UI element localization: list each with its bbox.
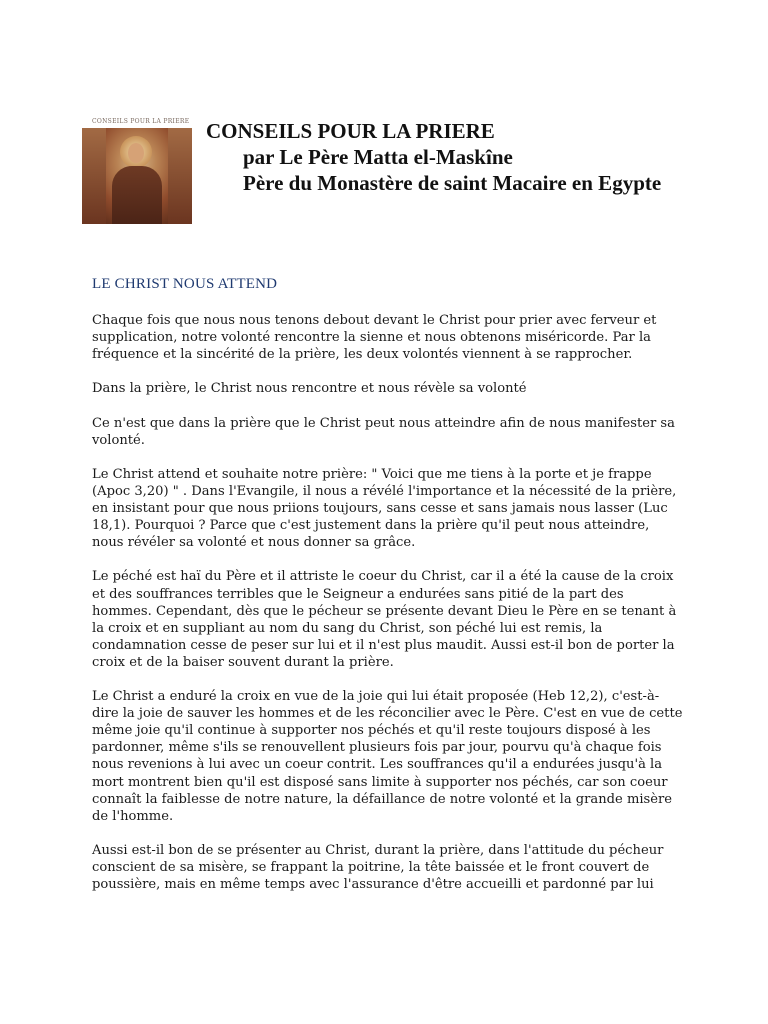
paragraph-7: Aussi est-il bon de se présenter au Christ, durant la prière, dans l'attitude du pécheur conscient de sa misère, se frappant la poitrine, la tête baissée et le front couvert de poussière, mais en même temps avec l'assurance d'être accueilli et pardonné par lui — [92, 842, 664, 893]
icon-robe — [112, 166, 162, 224]
icon-arch-right — [168, 128, 192, 224]
document-body — [92, 312, 684, 910]
document-title-block — [206, 118, 666, 196]
paragraph-4: Le Christ attend et souhaite notre prière: " Voici que me tiens à la porte et je frappe (Apoc 3,20) " . Dans l'Evangile, il nous a révélé l'importance et la nécessité de la prière, en insistant pour que nous priions toujours, sans cesse et sans jamais nous lasser (Luc 18,1). Pourquoi ? Parce que c'est justement dans la prière qu'il peut nous atteindre, nous révéler sa volonté et nous donner sa grâce. — [92, 466, 677, 551]
author-affiliation: Père du Monastère de saint Macaire en Egypte — [243, 171, 662, 195]
paragraph-2: Dans la prière, le Christ nous rencontre et nous révèle sa volonté — [92, 381, 527, 397]
paragraph-6: Le Christ a enduré la croix en vue de la joie qui lui était proposée (Heb 12,2), c'est-à-dire la joie de sauver les hommes et de les réconcilier avec le Père. C'est en vue de cette même joie qu'il continue à supporter nos péchés et qu'il reste toujours disposé à les pardonner, même s'ils se renouvellent plusieurs fois par jour, pourvu qu'à chaque fois nous revenions à lui avec un coeur contrit. Les souffrances qu'il a endurées jusqu'à la mort montrent bien qu'il est disposé sans limite à supporter nos péchés, car son coeur connaît la faiblesse de notre nature, la défaillance de notre volonté et la grande misère de l'homme. — [92, 689, 683, 824]
icon-face — [128, 143, 144, 163]
paragraph-5: Le péché est haï du Père et il attriste le coeur du Christ, car il a été la cause de la croix et des souffrances terribles que le Seigneur a endurées sans pitié de la part des hommes. Cependant, dès que le pécheur se présente devant Dieu le Père en se tenant à la croix et en suppliant au nom du sang du Christ, son péché lui est remis, la condamnation cesse de peser sur lui et il n'est plus maudit. Aussi est-il bon de porter la croix et de la baiser souvent durant la prière. — [92, 569, 677, 670]
paragraph-1: Chaque fois que nous nous tenons debout devant le Christ pour prier avec ferveur et supplication, notre volonté rencontre la sienne et nous obtenons miséricorde. Par la fréquence et la sincérité de la prière, les deux volontés viennent à se rapprocher. — [92, 313, 657, 363]
book-cover-image — [80, 100, 194, 242]
cover-title: CONSEILS POUR LA PRIERE — [92, 118, 190, 125]
icon-arch-left — [82, 128, 106, 224]
byzantine-icon-image — [82, 128, 192, 224]
author-line: par Le Père Matta el-Maskîne — [243, 145, 513, 169]
section-heading: LE CHRIST NOUS ATTEND — [92, 276, 278, 292]
document-title: CONSEILS POUR LA PRIERE — [206, 119, 495, 143]
paragraph-3: Ce n'est que dans la prière que le Christ peut nous atteindre afin de nous manifester sa volonté. — [92, 415, 675, 448]
